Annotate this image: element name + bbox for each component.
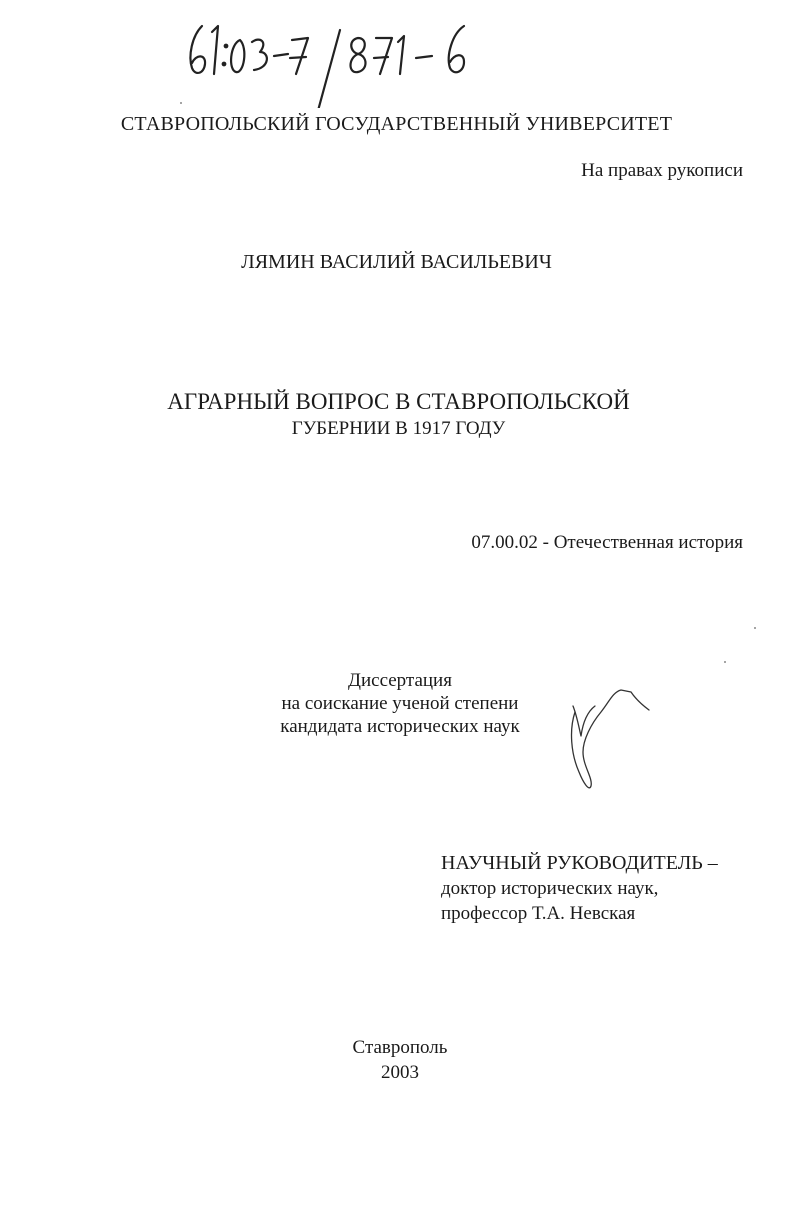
scan-speck <box>180 102 182 104</box>
dissertation-description <box>240 669 560 738</box>
signature <box>565 682 660 794</box>
manuscript-rights-note: На правах рукописи <box>581 160 743 181</box>
author-name: ЛЯМИН ВАСИЛИЙ ВАСИЛЬЕВИЧ <box>241 251 552 273</box>
supervisor-heading: НАУЧНЫЙ РУКОВОДИТЕЛЬ – <box>441 852 718 874</box>
handwritten-archive-code <box>180 8 480 108</box>
city: Ставрополь <box>352 1037 448 1058</box>
supervisor-name: профессор Т.А. Невская <box>441 903 636 924</box>
dissertation-title-line1: АГРАРНЫЙ ВОПРОС В СТАВРОПОЛЬСКОЙ <box>167 389 630 414</box>
supervisor-degree: доктор исторических наук, <box>441 878 659 899</box>
dissertation-label: Диссертация <box>348 670 452 691</box>
degree-purpose: на соискание ученой степени <box>281 693 519 714</box>
scientific-supervisor <box>441 851 718 926</box>
scan-speck <box>724 661 726 663</box>
scan-speck <box>754 627 756 629</box>
university-name: СТАВРОПОЛЬСКИЙ ГОСУДАРСТВЕННЫЙ УНИВЕРСИТЕТ <box>120 113 673 135</box>
place-and-year <box>300 1035 500 1085</box>
degree-name: кандидата исторических наук <box>280 716 520 737</box>
year: 2003 <box>381 1062 419 1083</box>
dissertation-title-line2: ГУБЕРНИИ В 1917 ГОДУ <box>291 418 506 439</box>
specialty-code: 07.00.02 - Отечественная история <box>471 532 743 553</box>
